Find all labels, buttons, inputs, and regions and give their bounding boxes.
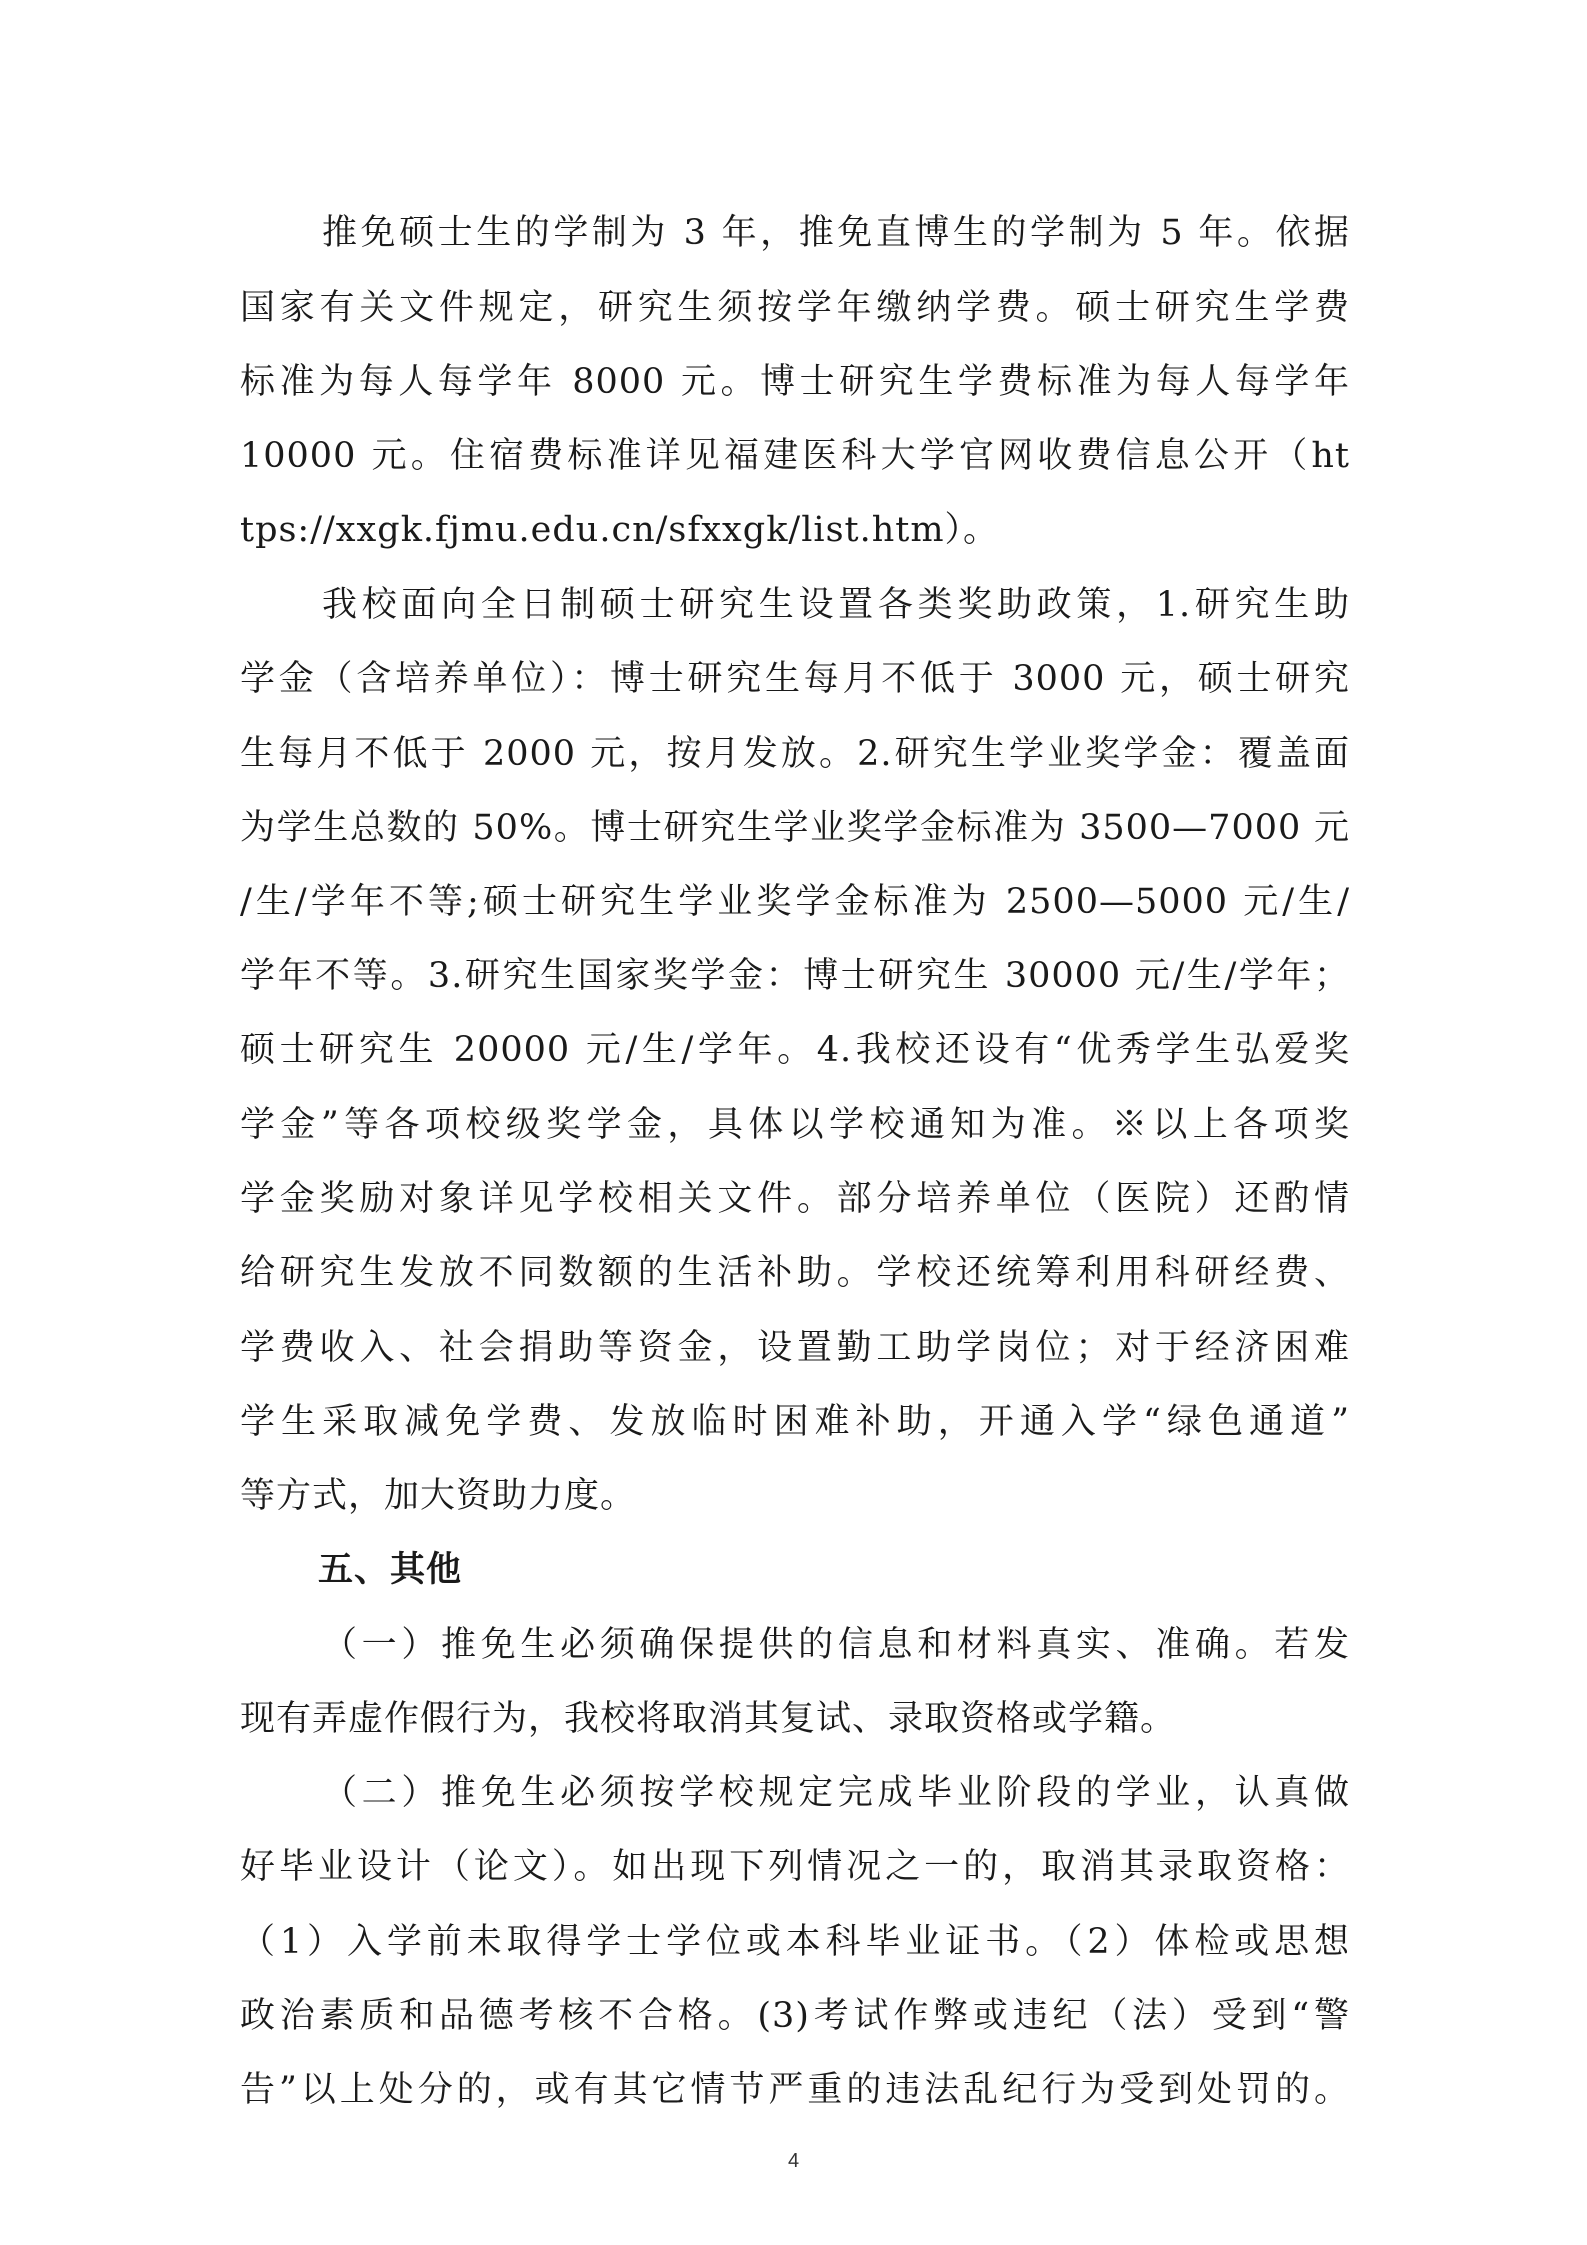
paragraph-line: （1）入学前未取得学士学位或本科毕业证书。（2）体检或思想 <box>240 1922 1350 1962</box>
paragraph-line: （二）推免生必须按学校规定完成毕业阶段的学业，认真做 <box>322 1773 1350 1813</box>
paragraph-line: 学生采取减免学费、发放临时困难补助，开通入学“绿色通道” <box>240 1402 1350 1442</box>
paragraph-line: 国家有关文件规定，研究生须按学年缴纳学费。硕士研究生学费 <box>240 288 1350 328</box>
paragraph-line: 给研究生发放不同数额的生活补助。学校还统筹利用科研经费、 <box>240 1253 1350 1293</box>
paragraph-line: 好毕业设计（论文）。如出现下列情况之一的，取消其录取资格： <box>240 1847 1350 1887</box>
paragraph-line: 学金（含培养单位）：博士研究生每月不低于 3000 元，硕士研究 <box>240 659 1350 699</box>
paragraph-line: 学金奖励对象详见学校相关文件。部分培养单位（医院）还酌情 <box>240 1179 1350 1219</box>
paragraph-line: 现有弄虚作假行为，我校将取消其复试、录取资格或学籍。 <box>240 1699 1177 1739</box>
paragraph-line: 生每月不低于 2000 元，按月发放。2.研究生学业奖学金：覆盖面 <box>240 734 1350 774</box>
paragraph-line: 政治素质和品德考核不合格。(3)考试作弊或违纪（法）受到“警 <box>240 1996 1350 2036</box>
paragraph-line: 为学生总数的 50%。博士研究生学业奖学金标准为 3500—7000 元 <box>240 808 1350 848</box>
paragraph-line: 学金”等各项校级奖学金，具体以学校通知为准。※以上各项奖 <box>240 1105 1350 1145</box>
paragraph-line: 学费收入、社会捐助等资金，设置勤工助学岗位；对于经济困难 <box>240 1328 1350 1368</box>
paragraph-line: 10000 元。住宿费标准详见福建医科大学官网收费信息公开（ht <box>240 436 1350 476</box>
paragraph-line: 我校面向全日制硕士研究生设置各类奖助政策，1.研究生助 <box>322 585 1350 625</box>
page-number: 4 <box>787 2150 800 2172</box>
paragraph-line: 告”以上处分的，或有其它情节严重的违法乱纪行为受到处罚的。 <box>240 2070 1350 2110</box>
paragraph-line: 学年不等。3.研究生国家奖学金：博士研究生 30000 元/生/学年； <box>240 956 1350 996</box>
section-heading: 五、其他 <box>318 1550 463 1590</box>
paragraph-line: 标准为每人每学年 8000 元。博士研究生学费标准为每人每学年 <box>240 362 1350 402</box>
paragraph-line: 等方式，加大资助力度。 <box>240 1476 637 1516</box>
paragraph-line: tps://xxgk.fjmu.edu.cn/sfxxgk/list.htm）。 <box>240 510 1000 550</box>
paragraph-line: /生/学年不等;硕士研究生学业奖学金标准为 2500—5000 元/生/ <box>240 882 1350 922</box>
paragraph-line: 硕士研究生 20000 元/生/学年。4.我校还设有“优秀学生弘爱奖 <box>240 1030 1350 1070</box>
paragraph-line: （一）推免生必须确保提供的信息和材料真实、准确。若发 <box>322 1625 1350 1665</box>
paragraph-line: 推免硕士生的学制为 3 年，推免直博生的学制为 5 年。依据 <box>322 213 1350 253</box>
